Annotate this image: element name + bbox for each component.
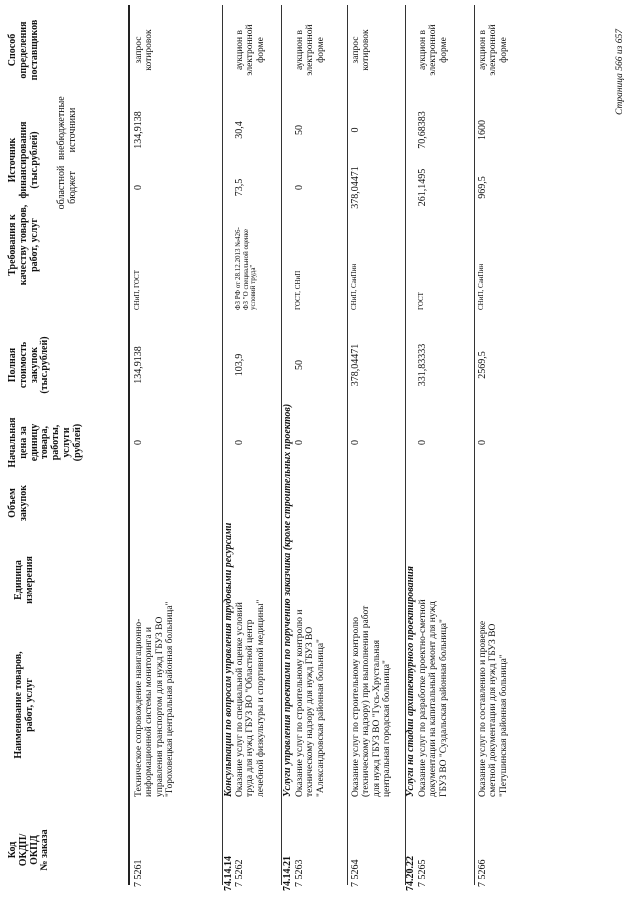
header-total <box>8 325 51 405</box>
header-rule <box>128 5 130 885</box>
header-volume-line2: закупок <box>17 484 29 522</box>
row-total: 2569,5 <box>477 351 488 379</box>
header-total-line2: стоимость <box>17 341 29 389</box>
section-title: Консультации по вопросам управления трудовыми ресурсами <box>223 522 234 797</box>
row-method-line1: аукцион в <box>295 30 305 70</box>
header-volume-line1: Объем <box>7 488 18 518</box>
row-number: 7 5265 <box>417 859 428 887</box>
section-code: 74.14.21 <box>282 856 293 891</box>
row-method-line3: форме <box>315 37 326 63</box>
header-regional-budget <box>57 160 79 215</box>
row-method-line3: форме <box>438 37 449 63</box>
header-method-line3: поставщиков <box>28 19 40 81</box>
row-extrabudget: 50 <box>294 125 305 135</box>
row-requirements <box>235 227 258 310</box>
row-regional: 969,5 <box>477 176 488 199</box>
header-total-line1: Полная <box>7 347 18 383</box>
row-method <box>295 5 326 95</box>
row-number: 7 5264 <box>350 859 361 887</box>
section-title: Услуги на стадии архитектурного проектирования <box>405 566 416 797</box>
row-regional: 73,5 <box>234 178 245 197</box>
header-unit-line1: Единица <box>13 560 24 600</box>
row-requirements: СНиП, СанПин <box>477 263 485 310</box>
row-req-line3: условий труда" <box>249 264 258 310</box>
header-fund-line3: (тыс.рублей) <box>28 131 40 189</box>
row-method-line3: форме <box>498 37 509 63</box>
header-price-line1: Начальная <box>7 417 18 468</box>
row-req-line2: ФЗ "О специальной оценке <box>241 229 250 310</box>
row-unit-price: 0 <box>477 440 488 445</box>
row-requirements: ГОСТ, СНиП <box>294 270 302 310</box>
header-regional-line1: областной <box>56 165 67 210</box>
row-method-line1: запрос <box>134 36 144 64</box>
header-total-line4: (тыс.рублей) <box>39 336 51 394</box>
header-price-line3: единицу <box>28 423 40 462</box>
header-code-line2: ОКДП/ <box>17 833 29 867</box>
header-total-line3: закупок <box>28 346 40 384</box>
row-method-line1: запрос <box>351 36 361 64</box>
header-name-line1: Наименование товаров, <box>13 651 24 759</box>
row-name: Техническое сопровождение навигационно-информационной системы мониторинга и управления транспортом для нужд ГБУЗ ВО "Гороховецкая центральная районная больница" <box>134 601 175 797</box>
row-method-line2: котировок <box>361 29 372 71</box>
row-name: Оказание услуг по строительному контролю и техническому надзору для нужд ГБУЗ ВО "Александровская районная больница" <box>295 609 326 797</box>
row-requirements: ГОСТ <box>417 292 425 310</box>
row-total: 378,04471 <box>350 343 361 387</box>
row-extrabudget: 1600 <box>477 120 488 140</box>
row-method <box>418 5 449 95</box>
row-method-line2: электронной <box>488 24 499 76</box>
row-extrabudget: 70,68383 <box>417 111 428 149</box>
row-total: 50 <box>294 360 305 370</box>
row-method <box>478 5 509 95</box>
header-req-line3: работ, услуг <box>28 218 40 272</box>
row-method-line2: электронной <box>245 24 256 76</box>
header-fund-line2: финансирования <box>17 121 29 199</box>
row-unit-price: 0 <box>350 440 361 445</box>
page-number: Страница 566 из 657 <box>615 29 625 115</box>
row-total: 331,83333 <box>417 343 428 387</box>
row-method-line2: электронной <box>305 24 316 76</box>
header-code-line3: ОКПД <box>28 835 40 865</box>
row-number: 7 5266 <box>477 859 488 887</box>
header-method-line1: Способ <box>7 33 18 67</box>
row-method-line3: форме <box>255 37 266 63</box>
row-number: 7 5262 <box>234 859 245 887</box>
row-number: 7 5263 <box>294 859 305 887</box>
header-name <box>14 605 36 805</box>
row-regional: 261,1495 <box>417 168 428 207</box>
row-total: 134,9138 <box>133 346 144 384</box>
header-extrabudget <box>56 96 79 160</box>
section-code: 74.20.22 <box>405 856 416 891</box>
header-code <box>8 815 51 885</box>
header-method <box>8 5 40 95</box>
row-regional: 0 <box>133 185 144 190</box>
header-req-line1: Требования к <box>7 214 18 276</box>
header-price <box>8 405 84 480</box>
header-unit-line2: измерения <box>23 556 35 604</box>
row-requirements: СНиП, ГОСТ <box>133 270 141 310</box>
row-divider <box>347 5 348 885</box>
row-method-line2: котировок <box>144 29 155 71</box>
header-name-line2: работ, услуг <box>23 678 35 732</box>
row-method <box>235 5 266 95</box>
header-price-line7: (рублей) <box>71 423 83 462</box>
row-method-line1: аукцион в <box>418 30 428 70</box>
row-extrabudget: 134,9138 <box>133 111 144 149</box>
row-method-line1: аукцион в <box>478 30 488 70</box>
row-name: Оказание услуг по разработке проектно-сметной документации на капитальный ремонт для нужд ГБУЗ ВО "Суздальская районная больница" <box>418 599 449 797</box>
row-req-line1: ФЗ РФ от 28.12.2013 №426- <box>234 227 242 310</box>
header-code-line1: Код <box>7 841 18 859</box>
header-price-line6: услуги <box>60 427 72 458</box>
row-name: Оказание услуг по специальной оценке условий труда для нужд ГБУЗ ВО "Областной центр лечебной физкультуры и спортивной медицины" <box>235 599 266 797</box>
row-regional: 378,04471 <box>350 166 361 209</box>
header-extra-line2: источники <box>66 107 78 153</box>
row-regional: 0 <box>294 185 305 190</box>
row-method-line1: аукцион в <box>235 30 245 70</box>
header-extra-line1: внебюджетные <box>56 96 67 160</box>
section-code: 74.14.14 <box>223 856 234 891</box>
row-extrabudget: 0 <box>350 127 361 133</box>
row-name: Оказание услуг по строительному контролю (техническому надзору) при выполнении работ для нужд ГБУЗ ВО "Гусь-Хрустальная центральная городская больница" <box>351 605 392 797</box>
row-total: 103,9 <box>234 353 245 377</box>
row-unit-price: 0 <box>234 440 245 445</box>
row-method-line2: электронной <box>428 24 439 76</box>
header-fund-line1: Источник <box>7 137 18 183</box>
section-title: Услуги управления проектами по поручению заказчика (кроме строительных проектов) <box>282 403 293 797</box>
row-unit-price: 0 <box>294 440 305 445</box>
row-extrabudget: 30,4 <box>234 121 245 139</box>
row-method <box>351 5 372 95</box>
header-code-line4: № заказа <box>39 829 51 871</box>
header-method-line2: определения <box>17 21 29 79</box>
row-name: Оказание услуг по составлению и проверке сметной документации для нужд ГБУЗ ВО "Петушинская районная больница" <box>478 620 509 797</box>
header-regional-line2: бюджет <box>66 171 78 204</box>
header-volume <box>8 473 30 533</box>
header-price-line5: работы, <box>50 424 62 461</box>
header-price-line4: товара, <box>39 426 51 459</box>
row-divider <box>474 5 475 885</box>
row-method <box>134 5 155 95</box>
header-unit <box>14 540 36 620</box>
header-req-line2: качеству товаров, <box>17 204 29 286</box>
header-price-line2: цена за <box>17 426 29 459</box>
row-number: 7 5261 <box>133 859 144 887</box>
row-unit-price: 0 <box>417 440 428 445</box>
header-funding <box>8 105 40 215</box>
row-unit-price: 0 <box>133 440 144 445</box>
row-requirements: СНиП, СанПин <box>350 263 358 310</box>
